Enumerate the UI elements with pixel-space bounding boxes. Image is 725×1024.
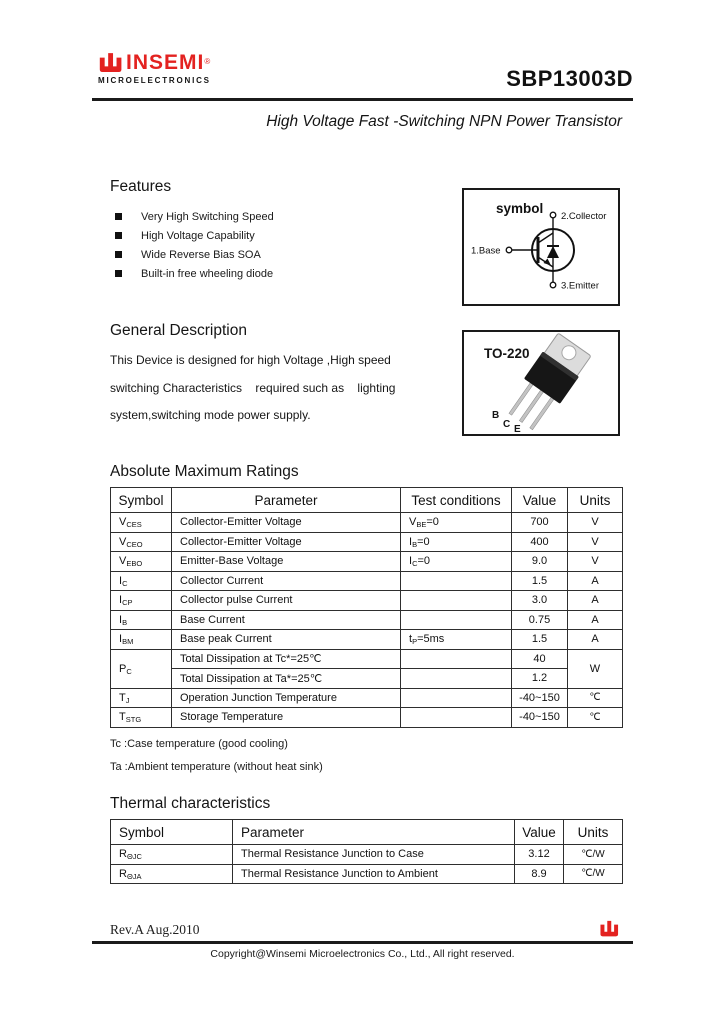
symbol-title: symbol <box>496 201 544 216</box>
table-row: $V_{EBO}$ Emitter-Base Voltage $I_C=0$ 9.0 V <box>111 552 623 572</box>
to220-package-icon <box>464 332 618 434</box>
table-row: $P_C$ Total Dissipation at Tc*=25℃ 40 W <box>111 649 623 669</box>
package-title: TO-220 <box>484 346 530 361</box>
copyright-text: Copyright@Winsemi Microelectronics Co., Ltd., All right reserved. <box>210 948 515 960</box>
list-item <box>110 245 450 264</box>
footer-rule <box>92 941 633 944</box>
table-row: $V_{CEO}$ Collector-Emitter Voltage $I_B=0$ 400 V <box>111 532 623 552</box>
winsemi-w-footer-icon <box>599 920 621 938</box>
registered-mark: ® <box>204 57 211 66</box>
description-line: system,switching mode power supply. <box>110 408 311 422</box>
table-row: Total Dissipation at Ta*=25℃ 1.2 <box>111 669 623 689</box>
col-header: Test conditions <box>401 488 512 513</box>
bullet-square-icon <box>115 232 122 239</box>
pkg-pin-label-b: B <box>492 410 500 421</box>
col-header: Parameter <box>172 488 401 513</box>
table-row: $R_{\Theta JC}$ Thermal Resistance Junction to Case 3.12 ℃/W <box>111 845 623 865</box>
pkg-pin-label-c: C <box>503 419 511 430</box>
pin-label-emitter: 3.Emitter <box>561 280 600 292</box>
general-description-title: General Description <box>110 322 247 339</box>
general-description-section <box>110 322 460 430</box>
table-row: $T_J$ Operation Junction Temperature -40~150 ℃ <box>111 688 623 708</box>
col-header: Parameter <box>233 820 515 845</box>
features-list <box>110 207 450 283</box>
features-title: Features <box>110 178 172 195</box>
pin-label-collector: 2.Collector <box>561 211 607 222</box>
feature-text: Built-in free wheeling diode <box>141 267 274 280</box>
transistor-symbol-icon <box>464 190 618 304</box>
amr-title: Absolute Maximum Ratings <box>110 463 299 480</box>
table-row: $I_{BM}$ Base peak Current $t_P=5ms$ 1.5 A <box>111 630 623 650</box>
list-item <box>110 207 450 226</box>
table-header-row <box>111 488 623 513</box>
col-header: Units <box>564 820 623 845</box>
feature-text: Wide Reverse Bias SOA <box>141 248 261 261</box>
table-row: $I_{CP}$ Collector pulse Current 3.0 A <box>111 591 623 611</box>
brand-subtitle: MICROELECTRONICS <box>98 76 211 85</box>
thermal-title: Thermal characteristics <box>110 795 271 812</box>
table-row: $I_C$ Collector Current 1.5 A <box>111 571 623 591</box>
col-header: Units <box>568 488 623 513</box>
bullet-square-icon <box>115 213 122 220</box>
temperature-notes <box>110 738 323 784</box>
revision-text: Rev.A Aug.2010 <box>110 922 200 937</box>
pin-label-base: 1.Base <box>471 245 501 257</box>
table-row: $T_{STG}$ Storage Temperature -40~150 ℃ <box>111 708 623 728</box>
col-header: Value <box>515 820 564 845</box>
features-section <box>110 178 450 283</box>
amr-table <box>110 487 623 728</box>
feature-text: Very High Switching Speed <box>141 210 274 223</box>
table-row: $V_{CES}$ Collector-Emitter Voltage $V_{BE}=0$ 700 V <box>111 513 623 533</box>
header-rule <box>92 98 633 101</box>
feature-text: High Voltage Capability <box>141 229 255 242</box>
table-row: $R_{\Theta JA}$ Thermal Resistance Junction to Ambient 8.9 ℃/W <box>111 864 623 884</box>
pkg-pin-label-e: E <box>514 424 521 434</box>
bullet-square-icon <box>115 270 122 277</box>
table-header-row <box>111 820 623 845</box>
thermal-characteristics-section <box>110 795 623 884</box>
description-line: This Device is designed for high Voltage ,High speed <box>110 353 391 367</box>
package-box <box>462 330 620 436</box>
col-header: Value <box>512 488 568 513</box>
thermal-table <box>110 819 623 884</box>
note-line: Tc :Case temperature (good cooling) <box>110 738 288 750</box>
description-line: switching Characteristics required such as lighting <box>110 380 396 395</box>
absolute-maximum-ratings-section <box>110 463 623 728</box>
doc-subtitle: High Voltage Fast -Switching NPN Power Transistor <box>266 113 622 130</box>
symbol-box <box>462 188 620 306</box>
winsemi-w-icon <box>98 52 125 74</box>
winsemi-logo <box>98 52 211 85</box>
brand-name: INSEMI <box>126 51 205 74</box>
note-line: Ta :Ambient temperature (without heat sink) <box>110 761 323 773</box>
table-row: $I_B$ Base Current 0.75 A <box>111 610 623 630</box>
bullet-square-icon <box>115 251 122 258</box>
part-number: SBP13003D <box>506 66 633 91</box>
col-header: Symbol <box>111 488 172 513</box>
list-item <box>110 264 450 283</box>
col-header: Symbol <box>111 820 233 845</box>
list-item <box>110 226 450 245</box>
